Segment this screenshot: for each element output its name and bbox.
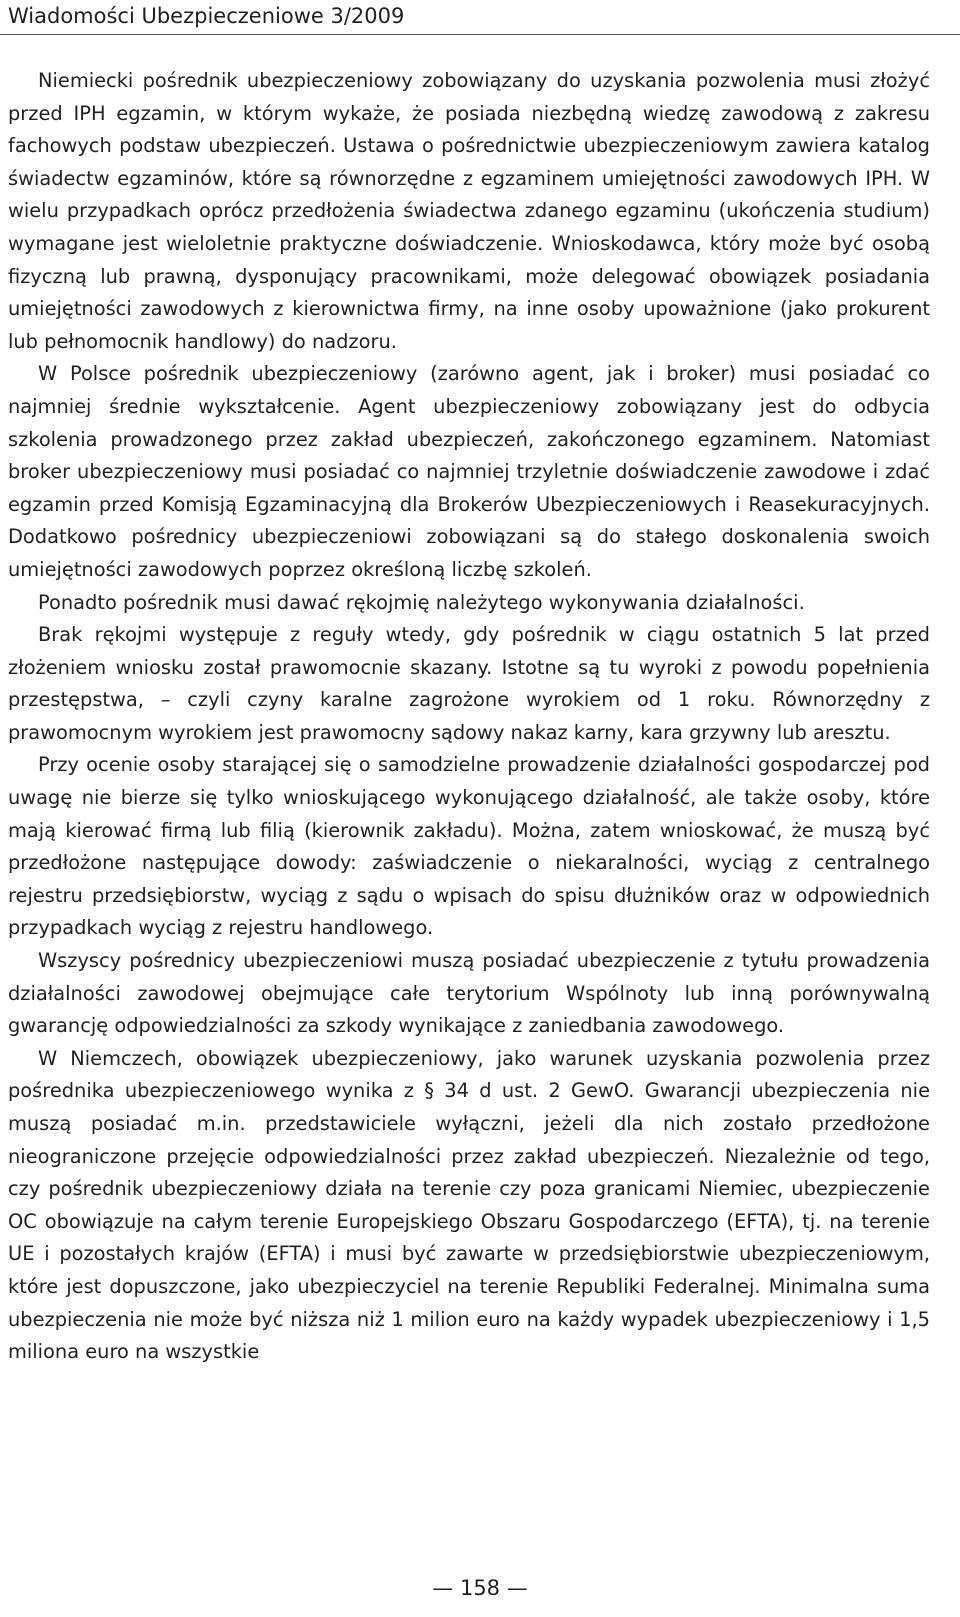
paragraph-7: W Niemczech, obowiązek ubezpieczeniowy, jako warunek uzyskania pozwolenia przez pośrednika ubezpieczeniowego wynika z § 34 d ust. 2 GewO. Gwarancji ubezpieczenia nie muszą posiadać m.in. przedstawiciele wyłączni, jeżeli dla nich zostało przedłożone nieograniczone przejęcie odpowiedzialności przez zakład ubezpieczeń. Niezależnie od tego, czy pośrednik ubezpieczeniowy działa na terenie czy poza granicami Niemiec, ubezpieczenie OC obowiązuje na całym terenie Europejskiego Obszaru Gospodarczego (EFTA), tj. na terenie UE i pozostałych krajów (EFTA) i musi być zawarte w przedsiębiorstwie ubezpieczeniowym, które jest dopuszczone, jako ubezpieczyciel na terenie Republiki Federalnej. Minimalna suma ubezpieczenia nie może być niższa niż 1 milion euro na każdy wypadek ubezpieczeniowy i 1,5 miliona euro na wszystkie — [8, 1046, 930, 1364]
paragraph-2: W Polsce pośrednik ubezpieczeniowy (zarówno agent, jak i broker) musi posiadać co najmniej średnie wykształcenie. Agent ubezpieczeniowy zobowiązany jest do odbycia szkolenia prowadzonego przez zakład ubezpieczeń, zakończonego egzaminem. Natomiast broker ubezpieczeniowy musi posiadać co najmniej trzyletnie doświadczenie zawodowe i zdać egzamin przed Komisją Egzaminacyjną dla Brokerów Ubezpieczeniowych i Reasekuracyjnych. Dodatkowo pośrednicy ubezpieczeniowi zobowiązani są do stałego doskonalenia swoich umiejętności zawodowych poprzez określoną liczbę szkoleń. — [8, 362, 930, 581]
paragraph-4: Brak rękojmi występuje z reguły wtedy, gdy pośrednik w ciągu ostatnich 5 lat przed złożeniem wniosku został prawomocnie skazany. Istotne są tu wyroki z powodu popełnienia przestępstwa, – czyli czyny karalne zagrożone wyrokiem od 1 roku. Równorzędny z prawomocnym wyrokiem jest prawomocny sądowy nakaz karny, kara grzywny lub aresztu. — [8, 623, 930, 744]
header-rule — [0, 34, 960, 35]
page-number: — 158 — — [432, 1576, 528, 1600]
paragraph-5: Przy ocenie osoby starającej się o samodzielne prowadzenie działalności gospodarczej pod uwagę nie bierze się tylko wnioskującego wykonującego działalność, ale także osoby, które mają kierować firmą lub filią (kierownik zakładu). Można, zatem wnioskować, że muszą być przedłożone następujące dowody: zaświadczenie o niekaralności, wyciąg z centralnego rejestru przedsiębiorstw, wyciąg z sądu o wpisach do spisu dłużników oraz w odpowiednich przypadkach wyciąg z rejestru handlowego. — [8, 753, 930, 940]
article-body — [8, 65, 930, 1369]
running-header: Wiadomości Ubezpieczeniowe 3/2009 — [8, 4, 405, 28]
paragraph-6: Wszyscy pośrednicy ubezpieczeniowi muszą posiadać ubezpieczenie z tytułu prowadzenia działalności zawodowej obejmujące całe terytorium Wspólnoty lub inną porównywalną gwarancję odpowiedzialności za szkody wynikające z zaniedbania zawodowego. — [8, 949, 930, 1038]
paragraph-1: Niemiecki pośrednik ubezpieczeniowy zobowiązany do uzyskania pozwolenia musi złożyć przed IPH egzamin, w którym wykaże, że posiada niezbędną wiedzę zawodową z zakresu fachowych podstaw ubezpieczeń. Ustawa o pośrednictwie ubezpieczeniowym zawiera katalog świadectw egzaminów, które są równorzędne z egzaminem umiejętności zawodowych IPH. W wielu przypadkach oprócz przedłożenia świadectwa zdanego egzaminu (ukończenia studium) wymagane jest wieloletnie praktyczne doświadczenie. Wnioskodawca, który może być osobą fizyczną lub prawną, dysponujący pracownikami, może delegować obowiązek posiadania umiejętności zawodowych z kierownictwa firmy, na inne osoby upoważnione (jako prokurent lub pełnomocnik handlowy) do nadzoru. — [8, 69, 930, 353]
paragraph-3: Ponadto pośrednik musi dawać rękojmię należytego wykonywania działalności. — [38, 590, 805, 614]
